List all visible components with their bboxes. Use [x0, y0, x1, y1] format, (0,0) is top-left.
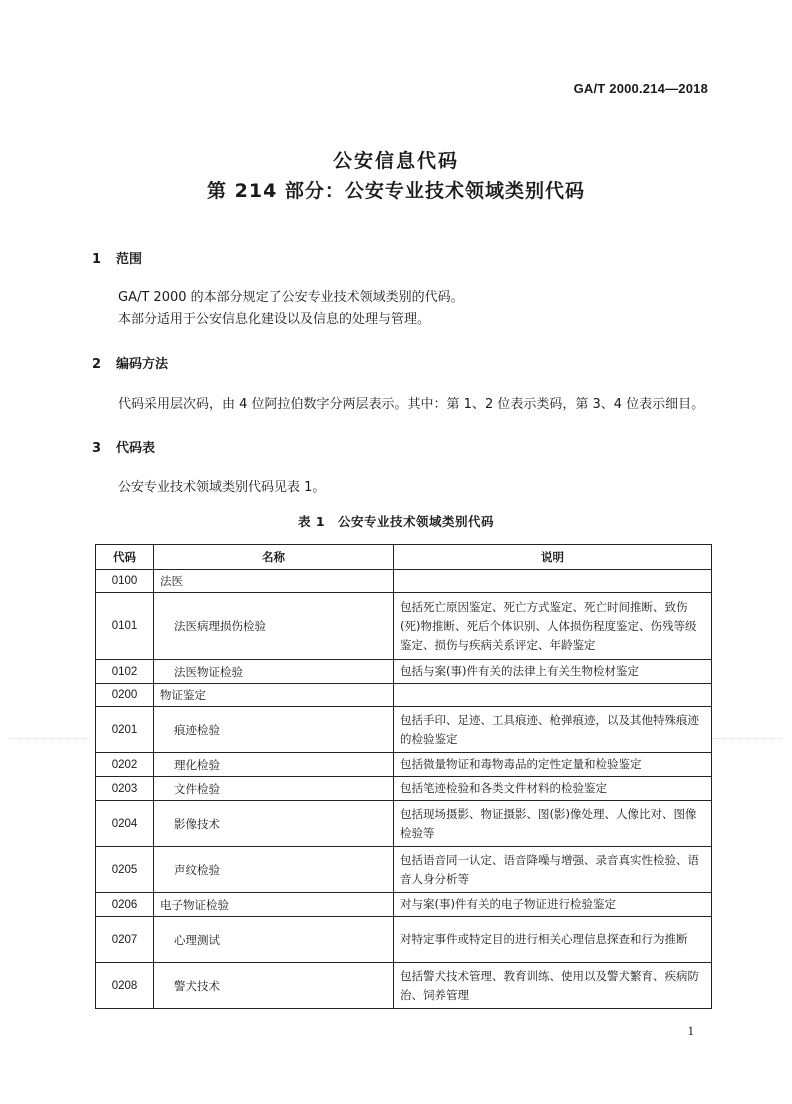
paragraph: 本部分适用于公安信息化建设以及信息的处理与管理。	[118, 312, 431, 327]
title-line-part: 第 214 部分：公安专业技术领域类别代码	[207, 180, 585, 202]
cell-desc: 包括手印、足迹、工具痕迹、枪弹痕迹，以及其他特殊痕迹的检验鉴定	[394, 707, 712, 753]
paragraph: 代码采用层次码，由 4 位阿拉伯数字分两层表示。其中：第 1、2 位表示类码，第 3、4 位表示细目。	[118, 397, 705, 412]
page-number: 1	[687, 1023, 694, 1038]
cell-code: 0100	[96, 570, 154, 593]
scan-artifact-left	[10, 738, 90, 739]
table-row	[96, 753, 712, 777]
cell-code: 0204	[96, 801, 154, 847]
table-row	[96, 570, 712, 593]
section-title: 代码表	[116, 441, 156, 456]
table-row	[96, 893, 712, 917]
cell-desc: 包括与案(事)件有关的法律上有关生物检材鉴定	[394, 660, 712, 684]
table-row	[96, 847, 712, 893]
cell-code: 0102	[96, 660, 154, 684]
cell-name: 心理测试	[154, 917, 394, 963]
cell-desc	[394, 684, 712, 707]
cell-name: 法医物证检验	[154, 660, 394, 684]
section-1-heading	[92, 248, 142, 267]
cell-code: 0207	[96, 917, 154, 963]
cell-desc: 包括现场摄影、物证摄影、图(影)像处理、人像比对、图像检验等	[394, 801, 712, 847]
table-row	[96, 777, 712, 801]
section-number: 2	[92, 357, 102, 372]
cell-desc: 包括笔迹检验和各类文件材料的检验鉴定	[394, 777, 712, 801]
section-number: 3	[92, 441, 102, 456]
cell-code: 0208	[96, 963, 154, 1009]
section-1-body	[118, 287, 464, 331]
header-code: 代码	[96, 545, 154, 570]
cell-desc: 包括语音同一认定、语音降噪与增强、录音真实性检验、语音人身分析等	[394, 847, 712, 893]
section-2-body	[118, 394, 704, 416]
table-row	[96, 684, 712, 707]
cell-code: 0101	[96, 593, 154, 660]
table-row	[96, 660, 712, 684]
cell-name: 物证鉴定	[154, 684, 394, 707]
section-title: 编码方法	[116, 357, 169, 372]
table-header-row	[96, 545, 712, 570]
document-title	[0, 146, 792, 206]
cell-code: 0205	[96, 847, 154, 893]
section-2-heading	[92, 353, 168, 372]
cell-name: 法医	[154, 570, 394, 593]
table-row	[96, 963, 712, 1009]
cell-name: 影像技术	[154, 801, 394, 847]
paragraph: 公安专业技术领域类别代码见表 1。	[118, 480, 326, 495]
cell-desc: 对与案(事)件有关的电子物证进行检验鉴定	[394, 893, 712, 917]
table-caption: 表 1 公安专业技术领域类别代码	[297, 514, 495, 529]
standard-number: GA/T 2000.214—2018	[573, 81, 708, 96]
cell-code: 0206	[96, 893, 154, 917]
section-3-body	[118, 477, 325, 499]
header-name: 名称	[154, 545, 394, 570]
cell-name: 电子物证检验	[154, 893, 394, 917]
section-title: 范围	[116, 252, 143, 267]
cell-code: 0202	[96, 753, 154, 777]
cell-name: 声纹检验	[154, 847, 394, 893]
code-table	[95, 544, 712, 1009]
scan-artifact-right	[712, 738, 782, 739]
cell-name: 警犬技术	[154, 963, 394, 1009]
table-row	[96, 801, 712, 847]
cell-desc: 对特定事件或特定目的进行相关心理信息探查和行为推断	[394, 917, 712, 963]
section-3-heading	[92, 437, 155, 456]
cell-code: 0200	[96, 684, 154, 707]
cell-desc	[394, 570, 712, 593]
title-line-main: 公安信息代码	[332, 150, 459, 172]
header-desc: 说明	[394, 545, 712, 570]
cell-desc: 包括微量物证和毒物毒品的定性定量和检验鉴定	[394, 753, 712, 777]
cell-desc: 包括死亡原因鉴定、死亡方式鉴定、死亡时间推断、致伤(死)物推断、死后个体识别、人体损伤程度鉴定、伤残等级鉴定、损伤与疾病关系评定、年龄鉴定	[394, 593, 712, 660]
cell-name: 痕迹检验	[154, 707, 394, 753]
cell-desc: 包括警犬技术管理、教育训练、使用以及警犬繁育、疾病防治、饲养管理	[394, 963, 712, 1009]
cell-name: 文件检验	[154, 777, 394, 801]
cell-code: 0201	[96, 707, 154, 753]
table-row	[96, 707, 712, 753]
cell-code: 0203	[96, 777, 154, 801]
table-row	[96, 917, 712, 963]
paragraph: GA/T 2000 的本部分规定了公安专业技术领域类别的代码。	[118, 290, 464, 305]
cell-name: 法医病理损伤检验	[154, 593, 394, 660]
table-row	[96, 593, 712, 660]
cell-name: 理化检验	[154, 753, 394, 777]
section-number: 1	[92, 252, 102, 267]
